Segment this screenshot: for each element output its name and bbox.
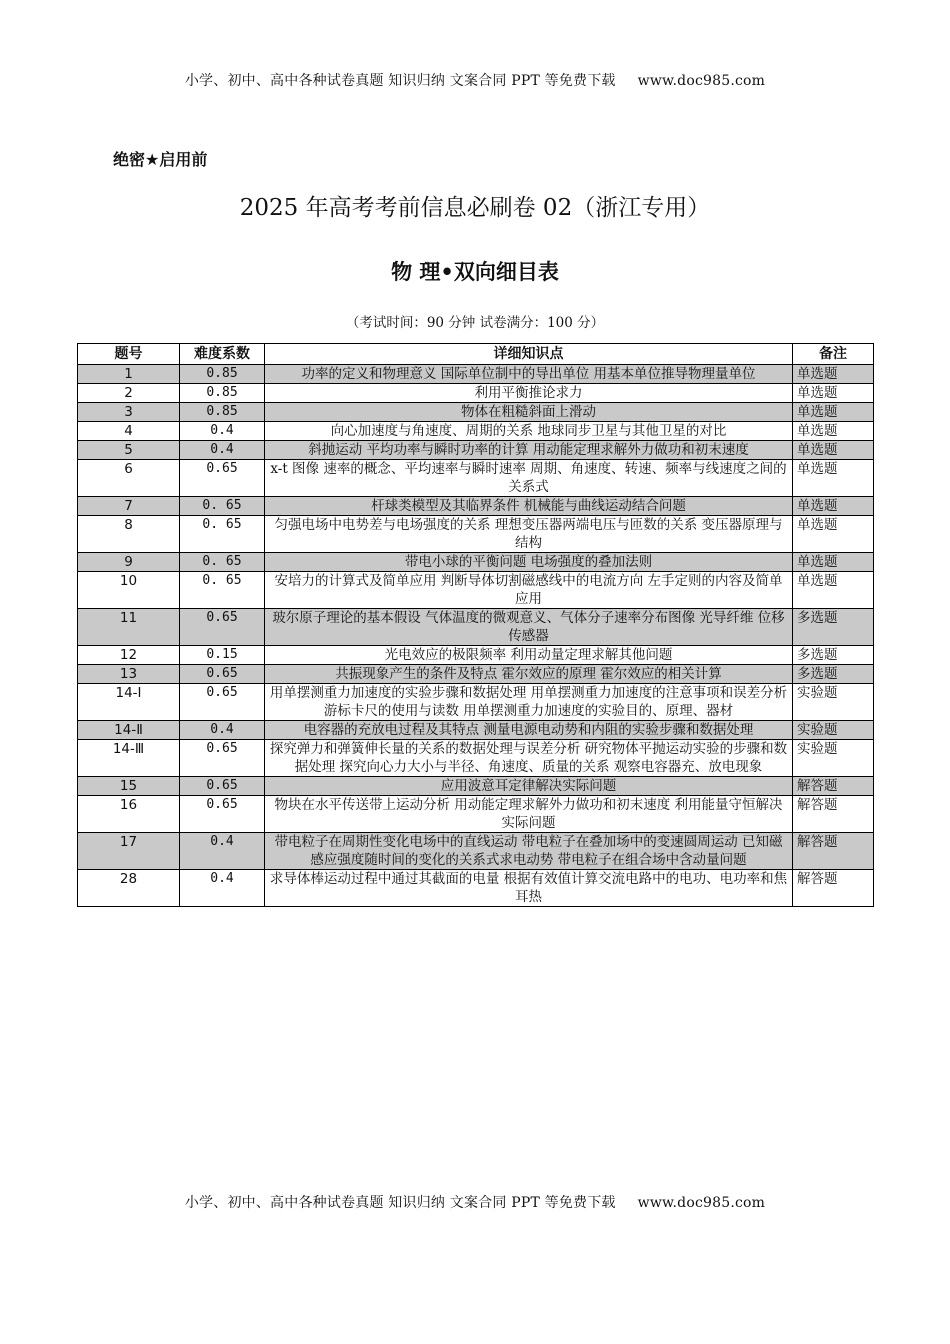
table-row bbox=[78, 646, 874, 665]
cell-question-no: 9 bbox=[78, 553, 180, 572]
cell-question-type: 单选题 bbox=[793, 516, 874, 553]
cell-knowledge-points: 光电效应的极限频率 利用动量定理求解其他问题 bbox=[265, 646, 793, 665]
cell-question-no: 4 bbox=[78, 422, 180, 441]
cell-difficulty: 0.4 bbox=[180, 833, 265, 870]
cell-knowledge-points: 用单摆测重力加速度的实验步骤和数据处理 用单摆测重力加速度的注意事项和误差分析 游标卡尺的使用与读数 用单摆测重力加速度的实验目的、原理、器材 bbox=[265, 684, 793, 721]
cell-knowledge-points: 功率的定义和物理意义 国际单位制中的导出单位 用基本单位推导物理量单位 bbox=[265, 365, 793, 384]
cell-question-no: 17 bbox=[78, 833, 180, 870]
cell-difficulty: 0. 65 bbox=[180, 553, 265, 572]
cell-question-type: 解答题 bbox=[793, 870, 874, 907]
cell-difficulty: 0.65 bbox=[180, 460, 265, 497]
table-row bbox=[78, 403, 874, 422]
cell-question-type: 单选题 bbox=[793, 460, 874, 497]
cell-question-no: 1 bbox=[78, 365, 180, 384]
cell-difficulty: 0.65 bbox=[180, 796, 265, 833]
cell-question-type: 多选题 bbox=[793, 665, 874, 684]
page-title: 2025 年高考考前信息必刷卷 02（浙江专用） bbox=[239, 195, 711, 221]
cell-question-type: 单选题 bbox=[793, 365, 874, 384]
header-difficulty: 难度系数 bbox=[180, 344, 265, 365]
cell-question-no: 11 bbox=[78, 609, 180, 646]
cell-question-type: 实验题 bbox=[793, 684, 874, 721]
cell-question-no: 6 bbox=[78, 460, 180, 497]
cell-question-type: 解答题 bbox=[793, 796, 874, 833]
cell-knowledge-points: 物块在水平传送带上运动分析 用动能定理求解外力做功和初末速度 利用能量守恒解决实际问题 bbox=[265, 796, 793, 833]
cell-difficulty: 0.4 bbox=[180, 721, 265, 740]
cell-knowledge-points: 探究弹力和弹簧伸长量的关系的数据处理与误差分析 研究物体平抛运动实验的步骤和数据处理 探究向心力大小与半径、角速度、质量的关系 观察电容器充、放电现象 bbox=[265, 740, 793, 777]
cell-question-type: 单选题 bbox=[793, 403, 874, 422]
page-header bbox=[0, 70, 950, 90]
cell-question-type: 单选题 bbox=[793, 422, 874, 441]
header-question-no: 题号 bbox=[78, 344, 180, 365]
cell-difficulty: 0. 65 bbox=[180, 516, 265, 553]
table-row bbox=[78, 553, 874, 572]
cell-difficulty: 0.4 bbox=[180, 441, 265, 460]
table-row bbox=[78, 572, 874, 609]
header-knowledge: 详细知识点 bbox=[265, 344, 793, 365]
cell-knowledge-points: 物体在粗糙斜面上滑动 bbox=[265, 403, 793, 422]
cell-question-no: 10 bbox=[78, 572, 180, 609]
cell-question-no: 14-Ⅰ bbox=[78, 684, 180, 721]
cell-question-no: 15 bbox=[78, 777, 180, 796]
table-row bbox=[78, 684, 874, 721]
cell-question-type: 单选题 bbox=[793, 572, 874, 609]
cell-question-type: 单选题 bbox=[793, 553, 874, 572]
cell-difficulty: 0.65 bbox=[180, 740, 265, 777]
cell-knowledge-points: 应用波意耳定律解决实际问题 bbox=[265, 777, 793, 796]
cell-difficulty: 0. 65 bbox=[180, 497, 265, 516]
cell-question-no: 8 bbox=[78, 516, 180, 553]
exam-info: （考试时间：90 分钟 试卷满分：100 分） bbox=[345, 315, 605, 331]
table-row bbox=[78, 796, 874, 833]
cell-knowledge-points: 带电粒子在周期性变化电场中的直线运动 带电粒子在叠加场中的变速圆周运动 已知磁感应强度随时间的变化的关系式求电动势 带电粒子在组合场中含动量问题 bbox=[265, 833, 793, 870]
cell-question-no: 14-Ⅲ bbox=[78, 740, 180, 777]
table-row bbox=[78, 365, 874, 384]
cell-knowledge-points: 杆球类模型及其临界条件 机械能与曲线运动结合问题 bbox=[265, 497, 793, 516]
cell-question-no: 3 bbox=[78, 403, 180, 422]
table-row bbox=[78, 384, 874, 403]
page-subtitle: 物 理•双向细目表 bbox=[391, 260, 559, 284]
cell-knowledge-points: 求导体棒运动过程中通过其截面的电量 根据有效值计算交流电路中的电功、电功率和焦耳热 bbox=[265, 870, 793, 907]
cell-question-no: 28 bbox=[78, 870, 180, 907]
cell-difficulty: 0. 65 bbox=[180, 572, 265, 609]
cell-difficulty: 0.85 bbox=[180, 384, 265, 403]
table-row bbox=[78, 422, 874, 441]
cell-knowledge-points: 斜抛运动 平均功率与瞬时功率的计算 用动能定理求解外力做功和初末速度 bbox=[265, 441, 793, 460]
cell-knowledge-points: 电容器的充放电过程及其特点 测量电源电动势和内阻的实验步骤和数据处理 bbox=[265, 721, 793, 740]
cell-question-type: 解答题 bbox=[793, 777, 874, 796]
table-row bbox=[78, 777, 874, 796]
cell-question-type: 单选题 bbox=[793, 441, 874, 460]
cell-difficulty: 0.65 bbox=[180, 665, 265, 684]
footer-site-link[interactable]: www.doc985.com bbox=[637, 1195, 766, 1211]
cell-knowledge-points: 安培力的计算式及简单应用 判断导体切割磁感线中的电流方向 左手定则的内容及简单应用 bbox=[265, 572, 793, 609]
table-row bbox=[78, 740, 874, 777]
classified-label: 绝密★启用前 bbox=[113, 150, 208, 169]
cell-difficulty: 0.15 bbox=[180, 646, 265, 665]
cell-question-type: 实验题 bbox=[793, 740, 874, 777]
cell-difficulty: 0.85 bbox=[180, 403, 265, 422]
footer-text: 小学、初中、高中各种试卷真题 知识归纳 文案合同 PPT 等免费下载 bbox=[184, 1195, 616, 1211]
cell-question-no: 12 bbox=[78, 646, 180, 665]
cell-question-no: 16 bbox=[78, 796, 180, 833]
cell-difficulty: 0.65 bbox=[180, 684, 265, 721]
table-row bbox=[78, 870, 874, 907]
cell-difficulty: 0.85 bbox=[180, 365, 265, 384]
cell-knowledge-points: 匀强电场中电势差与电场强度的关系 理想变压器两端电压与匝数的关系 变压器原理与结构 bbox=[265, 516, 793, 553]
cell-question-type: 解答题 bbox=[793, 833, 874, 870]
cell-question-type: 单选题 bbox=[793, 384, 874, 403]
cell-question-no: 2 bbox=[78, 384, 180, 403]
table-row bbox=[78, 497, 874, 516]
table-row bbox=[78, 609, 874, 646]
cell-question-no: 13 bbox=[78, 665, 180, 684]
table-row bbox=[78, 441, 874, 460]
header-site-link[interactable]: www.doc985.com bbox=[637, 73, 766, 89]
table-row bbox=[78, 721, 874, 740]
cell-knowledge-points: 带电小球的平衡问题 电场强度的叠加法则 bbox=[265, 553, 793, 572]
detail-table bbox=[77, 343, 874, 907]
cell-question-no: 14-Ⅱ bbox=[78, 721, 180, 740]
header-remark: 备注 bbox=[793, 344, 874, 365]
cell-question-no: 7 bbox=[78, 497, 180, 516]
page-footer bbox=[0, 1192, 950, 1212]
cell-knowledge-points: 利用平衡推论求力 bbox=[265, 384, 793, 403]
table-row bbox=[78, 665, 874, 684]
header-text: 小学、初中、高中各种试卷真题 知识归纳 文案合同 PPT 等免费下载 bbox=[184, 73, 616, 89]
cell-knowledge-points: 向心加速度与角速度、周期的关系 地球同步卫星与其他卫星的对比 bbox=[265, 422, 793, 441]
cell-question-type: 单选题 bbox=[793, 497, 874, 516]
cell-knowledge-points: x-t 图像 速率的概念、平均速率与瞬时速率 周期、角速度、转速、频率与线速度之间的关系式 bbox=[265, 460, 793, 497]
cell-question-no: 5 bbox=[78, 441, 180, 460]
cell-difficulty: 0.4 bbox=[180, 870, 265, 907]
cell-difficulty: 0.65 bbox=[180, 777, 265, 796]
cell-difficulty: 0.4 bbox=[180, 422, 265, 441]
table-row bbox=[78, 460, 874, 497]
cell-knowledge-points: 玻尔原子理论的基本假设 气体温度的微观意义、气体分子速率分布图像 光导纤维 位移传感器 bbox=[265, 609, 793, 646]
cell-question-type: 实验题 bbox=[793, 721, 874, 740]
table-header-row bbox=[78, 344, 874, 365]
table-row bbox=[78, 516, 874, 553]
cell-question-type: 多选题 bbox=[793, 646, 874, 665]
cell-knowledge-points: 共振现象产生的条件及特点 霍尔效应的原理 霍尔效应的相关计算 bbox=[265, 665, 793, 684]
cell-difficulty: 0.65 bbox=[180, 609, 265, 646]
table-row bbox=[78, 833, 874, 870]
cell-question-type: 多选题 bbox=[793, 609, 874, 646]
